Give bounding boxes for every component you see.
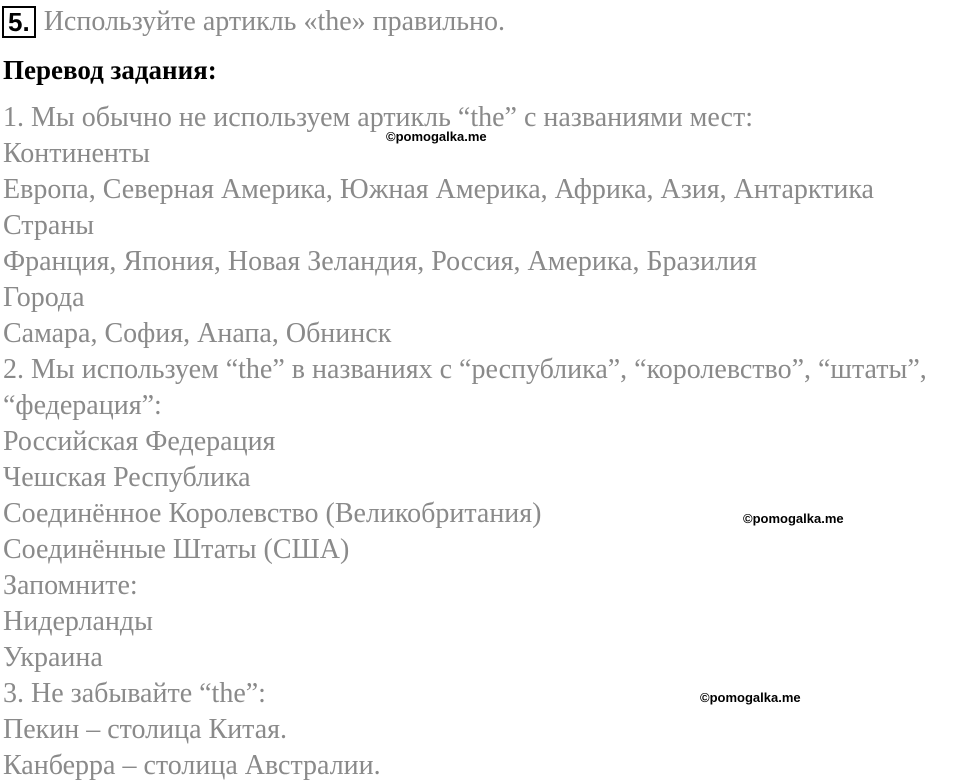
text-line: Соединённые Штаты (США) — [3, 534, 350, 565]
text-line: Запомните: — [3, 570, 138, 601]
text-line: Соединённое Королевство (Великобритания) — [3, 498, 542, 529]
text-line: Нидерланды — [3, 606, 153, 637]
text-line: Франция, Япония, Новая Зеландия, Россия, Америка, Бразилия — [3, 246, 757, 277]
text-line: Пекин – столица Китая. — [3, 714, 288, 745]
text-line: Самара, София, Анапа, Обнинск — [3, 318, 392, 349]
translation-body — [3, 100, 958, 784]
watermark: ©pomogalka.me — [386, 129, 487, 144]
text-line: Украина — [3, 642, 103, 673]
text-line: Континенты — [3, 138, 150, 169]
text-line: “федерация”: — [3, 390, 162, 421]
task-title: Используйте артикль «the» правильно. — [43, 6, 505, 37]
text-line: 3. Не забывайте “the”: — [3, 678, 266, 709]
text-line: Города — [3, 282, 85, 313]
task-header — [2, 4, 505, 40]
translation-heading: Перевод задания: — [3, 55, 217, 85]
text-line: 2. Мы используем “the” в названиях с “республика”, “королевство”, “штаты”, — [3, 354, 927, 385]
text-line: 1. Мы обычно не используем артикль “the” с названиями мест: — [3, 102, 753, 133]
text-line: Европа, Северная Америка, Южная Америка, Африка, Азия, Антарктика — [3, 174, 874, 205]
watermark: ©pomogalka.me — [743, 511, 844, 526]
text-line: Чешская Республика — [3, 462, 251, 493]
text-line: Канберра – столица Австралии. — [3, 750, 381, 781]
text-line: Российская Федерация — [3, 426, 276, 457]
watermark: ©pomogalka.me — [700, 690, 801, 705]
task-number-box: 5. — [2, 6, 36, 38]
text-line: Страны — [3, 210, 95, 241]
